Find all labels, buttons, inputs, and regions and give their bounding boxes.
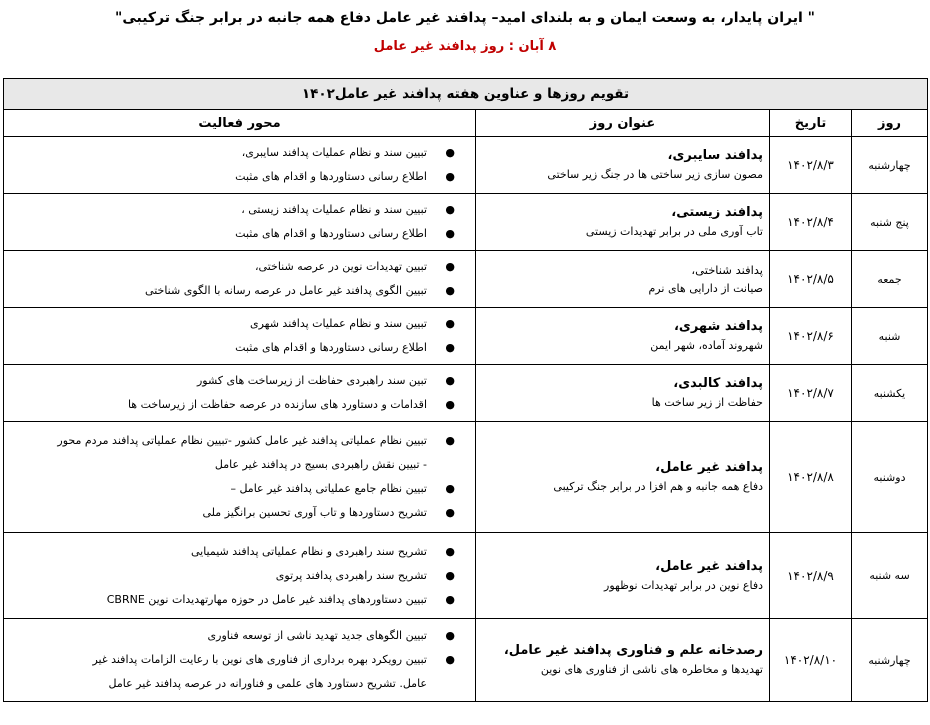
cell-topic bbox=[476, 251, 770, 308]
topic-title: پدافند کالبدی، bbox=[673, 376, 763, 391]
cell-day: یکشنبه bbox=[852, 365, 928, 422]
header-date: تاریخ bbox=[770, 110, 852, 137]
table-row bbox=[4, 619, 928, 702]
activity-text: تبیین تهدیدات نوین در عرصه شناختی، bbox=[254, 260, 427, 273]
activity-text: اطلاع رسانی دستاوردها و اقدام های مثبت bbox=[235, 227, 427, 240]
bullet-icon: ● bbox=[445, 341, 455, 354]
topic-description: دفاع نوین در برابر تهدیدات نوظهور bbox=[604, 578, 763, 592]
activity-text: تشریح دستاوردها و تاب آوری تحسین برانگیز ملی bbox=[202, 506, 427, 519]
activity-item bbox=[10, 336, 469, 360]
cell-date: ۱۴۰۲/۸/۴ bbox=[770, 194, 852, 251]
topic-title: رصدخانه علم و فناوری پدافند غیر عامل، bbox=[503, 643, 763, 658]
bullet-icon: ● bbox=[445, 544, 455, 558]
activity-text: تبیین الگوی پدافند غیر عامل در عرصه رسانه با الگوی شناختی bbox=[145, 284, 427, 297]
activity-item bbox=[10, 624, 469, 648]
table-row bbox=[4, 308, 928, 365]
topic-description: شهروند آماده، شهر ایمن bbox=[650, 339, 763, 352]
bullet-icon: ● bbox=[445, 227, 455, 240]
page-subtitle: ۸ آبان : روز پدافند غیر عامل bbox=[373, 39, 557, 54]
activity-text: تبیین رویکرد بهره برداری از فناوری های نوین با رعایت الزامات پدافند غیر bbox=[92, 653, 427, 666]
cell-day: چهارشنبه bbox=[852, 619, 928, 702]
cell-date: ۱۴۰۲/۸/۶ bbox=[770, 308, 852, 365]
cell-day: دوشنبه bbox=[852, 422, 928, 533]
topic-title: پدافند سایبری، bbox=[667, 148, 763, 163]
activity-item bbox=[10, 588, 469, 612]
activity-item bbox=[10, 222, 469, 246]
activity-text: تبیین سند و نظام عملیات پدافند شهری bbox=[249, 317, 427, 330]
cell-topic bbox=[476, 619, 770, 702]
cell-day: پنج شنبه bbox=[852, 194, 928, 251]
activity-item bbox=[10, 279, 469, 303]
activity-text: تبیین سند و نظام عملیات پدافند زیستی ، bbox=[241, 203, 427, 216]
topic-title: پدافند شهری، bbox=[673, 319, 763, 334]
cell-topic bbox=[476, 194, 770, 251]
topic-description: تهدیدها و مخاطره های ناشی از فناوری های نوین bbox=[540, 663, 763, 676]
topic-title: پدافند غیر عامل، bbox=[655, 558, 763, 574]
bullet-icon: ● bbox=[445, 317, 455, 330]
bullet-icon: ● bbox=[445, 434, 455, 447]
cell-date: ۱۴۰۲/۸/۳ bbox=[770, 137, 852, 194]
cell-activities bbox=[4, 365, 476, 422]
activity-list bbox=[10, 141, 469, 189]
cell-day: چهارشنبه bbox=[852, 137, 928, 194]
cell-topic bbox=[476, 422, 770, 533]
topic-title: پدافند زیستی، bbox=[671, 205, 763, 220]
activity-list bbox=[10, 540, 469, 612]
cell-topic bbox=[476, 533, 770, 619]
header-activity: محور فعالیت bbox=[4, 110, 476, 137]
topic-description: دفاع همه جانبه و هم افزا در برابر جنگ ترکیبی bbox=[553, 480, 763, 493]
bullet-icon: ● bbox=[445, 284, 455, 297]
bullet-icon: ● bbox=[445, 170, 455, 183]
cell-activities bbox=[4, 619, 476, 702]
activity-text: - تبیین نقش راهبردی بسیج در پدافند غیر عامل bbox=[214, 458, 427, 471]
activity-list bbox=[10, 255, 469, 303]
bullet-icon: ● bbox=[445, 398, 455, 411]
cell-date: ۱۴۰۲/۸/۸ bbox=[770, 422, 852, 533]
activity-item bbox=[10, 198, 469, 222]
calendar-table bbox=[3, 78, 928, 702]
bullet-icon: ● bbox=[445, 568, 455, 582]
cell-activities bbox=[4, 533, 476, 619]
activity-text: عامل. تشریح دستاورد های علمی و فناورانه در عرصه پدافند غیر عامل bbox=[108, 677, 427, 690]
activity-item bbox=[10, 165, 469, 189]
activity-item bbox=[10, 540, 469, 564]
cell-date: ۱۴۰۲/۸/۹ bbox=[770, 533, 852, 619]
bullet-icon: ● bbox=[445, 506, 455, 519]
cell-day: شنبه bbox=[852, 308, 928, 365]
table-row bbox=[4, 533, 928, 619]
activity-text: تبیین نظام جامع عملیاتی پدافند غیر عامل – bbox=[230, 482, 427, 495]
topic-description: صیانت از دارایی های نرم bbox=[648, 282, 763, 295]
table-row bbox=[4, 194, 928, 251]
cell-activities bbox=[4, 422, 476, 533]
activity-text: تبیین نظام عملیاتی پدافند غیر عامل کشور -تبیین نظام عملیاتی پدافند مردم محور bbox=[57, 434, 427, 447]
table-row bbox=[4, 422, 928, 533]
activity-item bbox=[10, 141, 469, 165]
activity-item bbox=[10, 255, 469, 279]
bullet-icon: ● bbox=[445, 374, 455, 387]
cell-activities bbox=[4, 308, 476, 365]
activity-text: تشریح سند راهبردی پدافند پرتوی bbox=[275, 568, 427, 582]
activity-text: تشریح سند راهبردی و نظام عملیاتی پدافند شیمیایی bbox=[190, 544, 427, 558]
activity-text: اقدامات و دستاورد های سازنده در عرصه حفاظت از زیرساخت ها bbox=[127, 398, 427, 411]
bullet-icon: ● bbox=[445, 146, 455, 159]
activity-item bbox=[10, 393, 469, 417]
topic-title: پدافند غیر عامل، bbox=[655, 460, 763, 475]
activity-item bbox=[10, 429, 469, 453]
bullet-icon: ● bbox=[445, 482, 455, 495]
cell-activities bbox=[4, 194, 476, 251]
cell-topic bbox=[476, 308, 770, 365]
page-title: " ایران پایدار، به وسعت ایمان و به بلندای امید– پدافند غیر عامل دفاع همه جانبه در برابر جنگ ترکیبی" bbox=[115, 10, 815, 26]
topic-description: مصون سازی زیر ساختی ها در جنگ زیر ساختی bbox=[547, 168, 763, 181]
activity-item bbox=[10, 453, 469, 477]
table-row bbox=[4, 365, 928, 422]
activity-item bbox=[10, 369, 469, 393]
activity-text: اطلاع رسانی دستاوردها و اقدام های مثبت bbox=[235, 170, 427, 183]
activity-list bbox=[10, 624, 469, 696]
activity-text: تبین سند راهبردی حفاظت از زیرساخت های کشور bbox=[197, 374, 427, 387]
cell-day: سه شنبه bbox=[852, 533, 928, 619]
cell-date: ۱۴۰۲/۸/۱۰ bbox=[770, 619, 852, 702]
header-day: روز bbox=[852, 110, 928, 137]
bullet-icon: ● bbox=[445, 592, 455, 606]
topic-description: حفاظت از زیر ساخت ها bbox=[651, 396, 763, 409]
activity-list bbox=[10, 198, 469, 246]
activity-text: تبیین دستاوردهای پدافند غیر عامل در حوزه مهارتهدیدات نوین CBRNE bbox=[106, 592, 427, 606]
activity-list bbox=[10, 312, 469, 360]
cell-date: ۱۴۰۲/۸/۷ bbox=[770, 365, 852, 422]
activity-item bbox=[10, 672, 469, 696]
cell-activities bbox=[4, 137, 476, 194]
activity-list bbox=[10, 369, 469, 417]
activity-text: اطلاع رسانی دستاوردها و اقدام های مثبت bbox=[235, 341, 427, 354]
bullet-icon: ● bbox=[445, 260, 455, 273]
topic-description: تاب آوری ملی در برابر تهدیدات زیستی bbox=[585, 225, 763, 238]
bullet-icon: ● bbox=[445, 653, 455, 666]
table-caption: تقویم روزها و عناوین هفته پدافند غیر عامل۱۴۰۲ bbox=[4, 79, 928, 110]
topic-title: پدافند شناختی، bbox=[691, 263, 763, 277]
bullet-icon: ● bbox=[445, 629, 455, 642]
bullet-icon: ● bbox=[445, 203, 455, 216]
activity-text: تبیین سند و نظام عملیات پدافند سایبری، bbox=[241, 146, 427, 159]
cell-activities bbox=[4, 251, 476, 308]
activity-item bbox=[10, 312, 469, 336]
cell-day: جمعه bbox=[852, 251, 928, 308]
table-row bbox=[4, 251, 928, 308]
cell-date: ۱۴۰۲/۸/۵ bbox=[770, 251, 852, 308]
activity-item bbox=[10, 477, 469, 501]
activity-item bbox=[10, 648, 469, 672]
table-row bbox=[4, 137, 928, 194]
activity-text: تبیین الگوهای جدید تهدید ناشی از توسعه فناوری bbox=[207, 629, 427, 642]
cell-topic bbox=[476, 365, 770, 422]
activity-item bbox=[10, 564, 469, 588]
activity-list bbox=[10, 429, 469, 525]
cell-topic bbox=[476, 137, 770, 194]
activity-item bbox=[10, 501, 469, 525]
header-topic: عنوان روز bbox=[476, 110, 770, 137]
